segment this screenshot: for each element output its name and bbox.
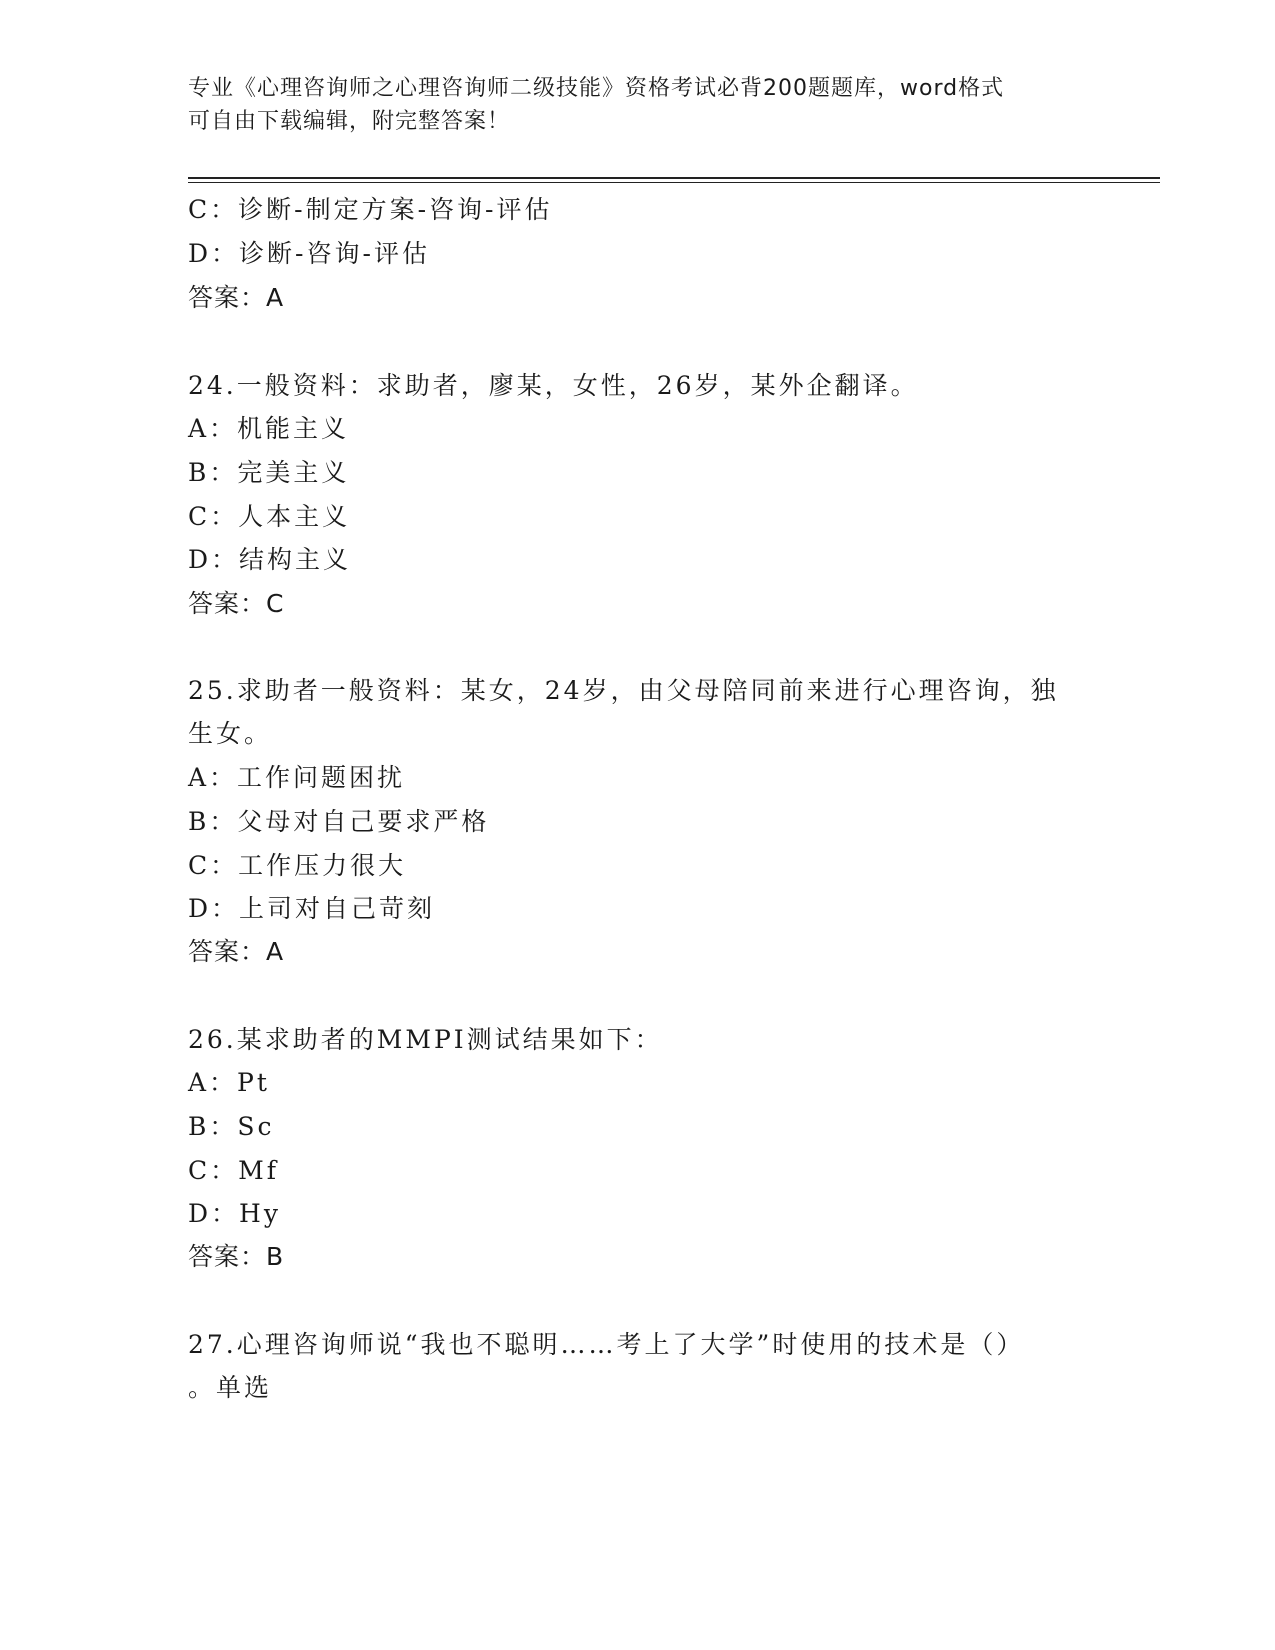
q26-option-b: B：Sc [188, 1112, 275, 1141]
document-header [188, 72, 1088, 138]
q24-option-a: A：机能主义 [188, 414, 350, 443]
q27-stem-line-2: 。单选 [188, 1373, 273, 1402]
q26-option-d: D：Hy [188, 1199, 281, 1228]
q26-answer: 答案：B [188, 1242, 285, 1271]
header-line-2: 可自由下载编辑，附完整答案！ [188, 109, 511, 134]
q24-option-d: D：结构主义 [188, 545, 352, 574]
q26-option-a: A：Pt [188, 1068, 270, 1097]
header-rule-thick [188, 177, 1160, 179]
q23-option-c: C：诊断-制定方案-咨询-评估 [188, 195, 553, 224]
q23-option-d: D：诊断-咨询-评估 [188, 239, 430, 268]
q25-stem-line-1: 25.求助者一般资料：某女，24岁，由父母陪同前来进行心理咨询，独 [188, 676, 1059, 705]
q25-answer: 答案：A [188, 937, 285, 966]
q24-stem: 24.一般资料：求助者，廖某，女性，26岁，某外企翻译。 [188, 371, 919, 400]
q24-option-b: B：完美主义 [188, 458, 350, 487]
q25-stem-line-2: 生女。 [188, 719, 273, 748]
header-line-1: 专业《心理咨询师之心理咨询师二级技能》资格考试必背200题题库，word格式 [188, 76, 1005, 101]
q26-option-c: C：Mf [188, 1156, 279, 1185]
q23-answer: 答案：A [188, 283, 285, 312]
q27-stem-line-1: 27.心理咨询师说“我也不聪明……考上了大学”时使用的技术是（） [188, 1330, 1025, 1359]
q25-option-c: C：工作压力很大 [188, 851, 407, 880]
header-rule-thin [188, 182, 1160, 183]
q24-option-c: C：人本主义 [188, 502, 351, 531]
q25-option-b: B：父母对自己要求严格 [188, 807, 490, 836]
q25-option-d: D：上司对自己苛刻 [188, 894, 436, 923]
q26-stem: 26.某求助者的MMPI测试结果如下： [188, 1025, 663, 1054]
q25-option-a: A：工作问题困扰 [188, 763, 406, 792]
q24-answer: 答案：C [188, 589, 285, 618]
